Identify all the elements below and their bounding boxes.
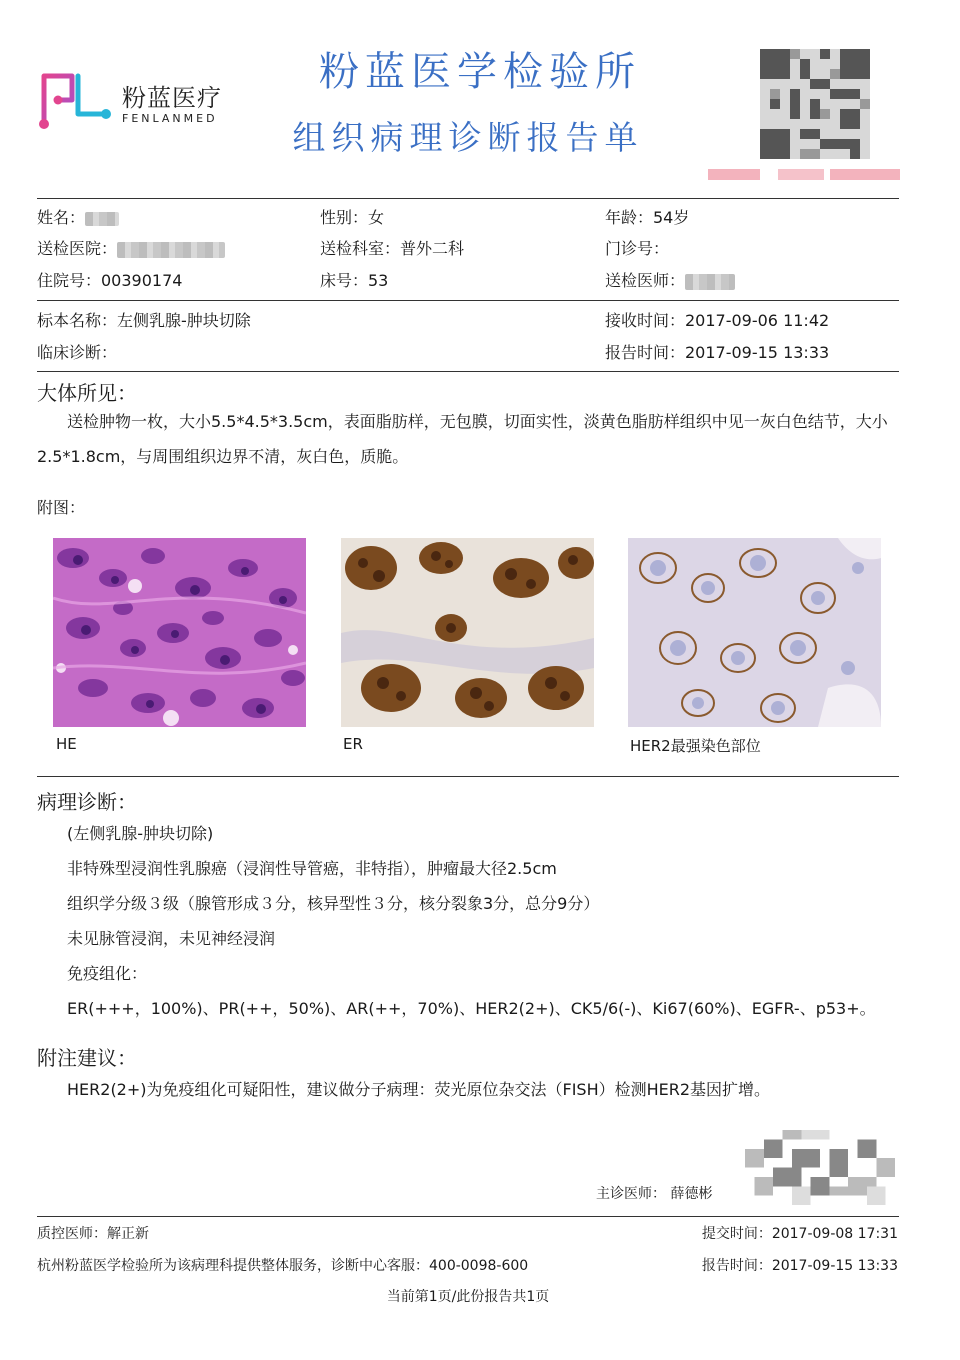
notes-title: 附注建议：: [37, 1046, 137, 1070]
page-indicator: 当前第1页/此份报告共1页: [386, 1289, 550, 1305]
gross-description: 送检肿物一枚，大小5.5*4.5*3.5cm，表面脂肪样，无包膜，切面实性，淡黄色脂肪样组织中见一灰白色结节，大小2.5*1.8cm，与周围组织边界不清，灰白色，质脆。: [37, 412, 888, 466]
doctor-redacted: [685, 274, 735, 290]
sending-department: 送检科室：普外二科: [320, 239, 465, 258]
diagnosis-line: (左侧乳腺-肿块切除): [67, 824, 214, 843]
immunohistochemistry-results: ER(+++，100%)、PR(++，50%)、AR(++，70%)、HER2(2+)、CK5/6(-)、Ki67(60%)、EGFR-、p53+。: [67, 999, 876, 1018]
clinical-diagnosis: 临床诊断：: [37, 343, 118, 362]
he-caption: HE: [56, 735, 77, 753]
qr-caption-blurred: [708, 166, 900, 182]
received-time: 接收时间：2017-09-06 11:42: [605, 311, 830, 330]
service-info: 杭州粉蓝医学检验所为该病理科提供整体服务，诊断中心客服：400-0098-600: [37, 1258, 529, 1274]
report-title: 组织病理诊断报告单: [292, 118, 644, 157]
sending-doctor: 送检医师：: [605, 268, 735, 291]
submit-time: 提交时间：2017-09-08 17:31: [701, 1226, 898, 1242]
diagnosis-title: 病理诊断：: [37, 790, 137, 814]
patient-gender: 性别：女: [320, 208, 385, 227]
qr-code-icon: [760, 48, 870, 160]
her2-stain-image: [628, 538, 881, 727]
divider: [37, 776, 899, 777]
er-stain-image: [341, 538, 594, 727]
gross-title: 大体所见：: [37, 381, 137, 405]
divider: [37, 1216, 899, 1217]
lab-title: 粉蓝医学检验所: [319, 49, 641, 95]
her2-caption: HER2最强染色部位: [630, 737, 761, 755]
er-caption: ER: [343, 735, 363, 753]
divider: [37, 300, 899, 301]
patient-age: 年龄：54岁: [605, 208, 690, 227]
divider: [37, 371, 899, 372]
patient-name: 姓名：: [37, 205, 119, 228]
specimen-name: 标本名称：左侧乳腺-肿块切除: [37, 311, 251, 330]
inpatient-number: 住院号：00390174: [37, 271, 183, 290]
report-time: 报告时间：2017-09-15 13:33: [605, 343, 830, 362]
figures-label: 附图：: [37, 498, 86, 517]
diagnosis-line: 组织学分级３级（腺管形成３分，核异型性３分，核分裂象3分，总分9分）: [67, 894, 600, 913]
divider: [37, 198, 899, 199]
chief-doctor: 主诊医师： 薛德彬: [596, 1186, 713, 1202]
footer-report-time: 报告时间：2017-09-15 13:33: [701, 1258, 898, 1274]
signature-blurred: [740, 1130, 900, 1205]
diagnosis-line: 非特殊型浸润性乳腺癌（浸润性导管癌，非特指），肿瘤最大径2.5cm: [67, 859, 557, 878]
notes-text: HER2(2+)为免疫组化可疑阳性，建议做分子病理：荧光原位杂交法（FISH）检测HER2基因扩增。: [67, 1080, 771, 1099]
hospital-redacted: [117, 242, 225, 258]
sending-hospital: 送检医院：: [37, 236, 225, 259]
outpatient-number: 门诊号：: [605, 239, 670, 258]
diagnosis-line: 未见脉管浸润，未见神经浸润: [67, 929, 276, 948]
logo-text-en: FENLANMED: [122, 112, 218, 125]
bed-number: 床号：53: [320, 271, 389, 290]
logo-text-cn: 粉蓝医疗: [122, 84, 222, 112]
name-redacted: [85, 212, 119, 226]
he-stain-image: [53, 538, 306, 727]
qc-doctor: 质控医师：解正新: [37, 1226, 149, 1242]
diagnosis-line: 免疫组化：: [67, 964, 148, 983]
